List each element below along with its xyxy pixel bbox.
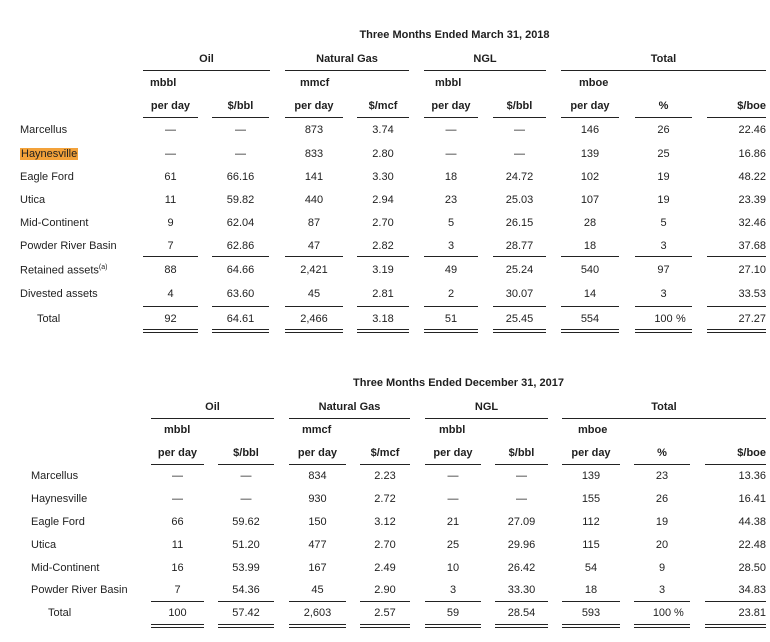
divider	[143, 117, 198, 118]
column-header: $/boe	[737, 100, 766, 112]
divider	[562, 418, 766, 419]
row-label	[31, 493, 87, 505]
table-cell: 18	[444, 171, 458, 183]
divider	[495, 464, 548, 465]
divider	[289, 418, 410, 419]
row-label	[48, 607, 71, 619]
table-cell: 5	[447, 217, 455, 229]
table-cell: 834	[308, 470, 327, 482]
divider	[357, 117, 409, 118]
row-label	[20, 148, 78, 160]
table-cell: 141	[304, 171, 324, 183]
percent-sign: %	[676, 313, 686, 325]
table-cell: 112	[582, 516, 600, 528]
table-title: Three Months Ended December 31, 2017	[353, 377, 564, 389]
divider	[707, 256, 766, 257]
row-label-text: Powder River Basin	[20, 240, 117, 252]
row-label-text: Mid-Continent	[31, 562, 100, 574]
table-cell: —	[235, 124, 246, 136]
table-cell: 554	[580, 313, 600, 325]
table-cell: —	[172, 470, 183, 482]
table-cell: 51.20	[232, 539, 260, 551]
table-cell: 7	[167, 240, 174, 252]
divider	[360, 464, 410, 465]
row-label	[31, 562, 99, 574]
table-cell: 3.18	[372, 313, 394, 325]
divider	[425, 601, 481, 602]
table-cell: 5	[660, 217, 667, 229]
table-cell: 48.22	[738, 171, 766, 183]
unit-label: mboe	[579, 77, 609, 89]
table-cell: 2.57	[374, 607, 396, 619]
table-cell: —	[447, 470, 459, 482]
table-cell: 59.82	[226, 194, 255, 206]
table-cell: 477	[308, 539, 327, 551]
table-cell: 18	[584, 584, 598, 596]
table-cell: 139	[580, 148, 600, 160]
divider	[561, 329, 619, 333]
table-cell: 25.24	[505, 264, 534, 276]
row-label	[31, 516, 85, 528]
table-cell: 92	[164, 313, 177, 325]
column-header: per day	[294, 100, 334, 112]
table-cell: 3	[660, 240, 667, 252]
table-cell: 102	[580, 171, 600, 183]
divider	[218, 624, 274, 628]
divider	[289, 464, 346, 465]
table-cell: 2.90	[374, 584, 396, 596]
column-header: %	[657, 447, 667, 459]
row-label-text: Utica	[31, 539, 57, 551]
row-label-text: Haynesville	[21, 148, 78, 160]
table-cell: 62.04	[226, 217, 255, 229]
divider	[705, 464, 766, 465]
divider	[707, 329, 766, 333]
table-cell: 2.23	[374, 470, 396, 482]
row-label	[20, 240, 117, 252]
row-label	[20, 194, 45, 206]
group-header: Natural Gas	[316, 53, 378, 65]
column-header: $/bbl	[233, 447, 259, 459]
table-cell: 139	[581, 470, 601, 482]
table-cell: —	[447, 493, 459, 505]
table-cell: 873	[304, 124, 324, 136]
table-cell: 3.30	[372, 171, 394, 183]
table-cell: 9	[658, 562, 666, 574]
table-cell: 167	[308, 562, 327, 574]
table-cell: 930	[308, 493, 327, 505]
table-cell: —	[235, 148, 246, 160]
row-label	[20, 171, 74, 183]
table-cell: 97	[657, 264, 670, 276]
column-header: $/bbl	[227, 100, 254, 112]
divider	[635, 329, 692, 333]
divider	[212, 306, 269, 307]
table-cell: 51	[444, 313, 458, 325]
table-cell: 45	[307, 288, 321, 300]
divider	[705, 624, 766, 628]
table-cell: 25.45	[505, 313, 534, 325]
row-label	[37, 313, 60, 325]
row-label	[20, 264, 107, 277]
table-cell: 2,466	[300, 313, 328, 325]
row-label-text: Eagle Ford	[20, 171, 74, 183]
table-cell: 3	[449, 584, 457, 596]
divider	[707, 117, 766, 118]
divider	[562, 464, 620, 465]
divider	[495, 624, 548, 628]
table-cell: 25.03	[505, 194, 534, 206]
table-cell: 2.82	[372, 240, 394, 252]
column-header: %	[658, 100, 669, 112]
table-cell: 11	[171, 539, 184, 551]
table-cell: 44.38	[738, 516, 766, 528]
divider	[218, 464, 274, 465]
table-cell: 2.70	[374, 539, 396, 551]
divider	[143, 256, 198, 257]
divider	[561, 306, 619, 307]
table-cell: 115	[582, 539, 600, 551]
row-label-text: Mid-Continent	[20, 217, 89, 229]
divider	[151, 418, 274, 419]
column-header: per day	[570, 100, 610, 112]
divider	[424, 256, 478, 257]
table-cell: 29.96	[507, 539, 536, 551]
table-cell: 27.09	[507, 516, 536, 528]
divider	[357, 329, 409, 333]
table-cell: 23	[655, 470, 669, 482]
footnote-marker: (a)	[98, 264, 108, 271]
table-cell: 3.12	[374, 516, 396, 528]
divider	[143, 306, 198, 307]
divider	[424, 70, 546, 71]
row-label	[20, 217, 88, 229]
group-header: Total	[650, 53, 677, 65]
table-cell: 28	[583, 217, 597, 229]
table-cell: 14	[583, 288, 597, 300]
table-cell: 54.36	[232, 584, 260, 596]
unit-label: mbbl	[439, 424, 466, 436]
divider	[212, 117, 269, 118]
group-header: Total	[651, 401, 677, 413]
table-cell: 9	[167, 217, 174, 229]
divider	[493, 117, 546, 118]
column-header: per day	[297, 447, 338, 459]
divider	[495, 601, 548, 602]
table-cell: 2.70	[372, 217, 394, 229]
table-cell: 2.80	[372, 148, 394, 160]
divider	[707, 306, 766, 307]
table-cell: 64.61	[226, 313, 255, 325]
table-cell: 3.19	[372, 264, 394, 276]
row-label	[20, 124, 67, 136]
table-cell: —	[445, 124, 457, 136]
table-cell: 2,603	[303, 607, 332, 619]
table-cell: 26	[655, 493, 669, 505]
table-cell: 22.48	[738, 539, 766, 551]
divider	[705, 601, 766, 602]
table-cell: 593	[581, 607, 601, 619]
table-cell: 28.54	[507, 607, 536, 619]
row-label	[31, 470, 78, 482]
table-cell: 28.77	[505, 240, 534, 252]
table-cell: 100	[652, 607, 672, 619]
table-cell: 16.86	[738, 148, 766, 160]
divider	[285, 70, 409, 71]
divider	[285, 256, 343, 257]
percent-sign: %	[674, 607, 684, 619]
row-label	[31, 584, 128, 596]
table-cell: 4	[167, 288, 174, 300]
divider	[360, 601, 410, 602]
divider	[493, 256, 546, 257]
divider	[562, 624, 620, 628]
table-cell: 37.68	[738, 240, 766, 252]
table-cell: 11	[164, 194, 177, 206]
group-header: NGL	[473, 53, 497, 65]
divider	[151, 601, 204, 602]
unit-label: mbbl	[164, 424, 191, 436]
divider	[151, 464, 204, 465]
table-cell: 440	[304, 194, 324, 206]
divider	[285, 329, 343, 333]
table-cell: 20	[655, 539, 669, 551]
column-header: $/mcf	[370, 447, 400, 459]
column-header: per day	[433, 447, 473, 459]
table-cell: 64.66	[226, 264, 255, 276]
divider	[634, 624, 690, 628]
divider	[360, 624, 410, 628]
divider	[151, 624, 204, 628]
unit-label: mboe	[578, 424, 608, 436]
row-label-text: Utica	[20, 194, 46, 206]
group-header: Oil	[205, 401, 220, 413]
divider	[357, 306, 409, 307]
column-header: per day	[157, 447, 198, 459]
divider	[424, 306, 478, 307]
table-cell: 53.99	[232, 562, 260, 574]
divider	[357, 256, 409, 257]
table-cell: 57.42	[232, 607, 260, 619]
divider	[562, 601, 620, 602]
table-cell: —	[240, 470, 252, 482]
divider	[218, 601, 274, 602]
column-header: $/bbl	[506, 100, 533, 112]
table-cell: 59.62	[232, 516, 260, 528]
divider	[635, 306, 692, 307]
divider	[143, 70, 270, 71]
table-cell: 25	[446, 539, 460, 551]
divider	[493, 306, 546, 307]
table-cell: 150	[308, 516, 327, 528]
row-label	[20, 288, 98, 300]
unit-label: mmcf	[302, 424, 332, 436]
table-title: Three Months Ended March 31, 2018	[359, 29, 550, 41]
divider	[425, 418, 548, 419]
table-cell: 100	[654, 313, 673, 325]
table-cell: 62.86	[226, 240, 255, 252]
column-header: $/bbl	[508, 447, 535, 459]
divider	[285, 117, 343, 118]
table-cell: —	[516, 493, 527, 505]
table-cell: 49	[444, 264, 458, 276]
table-cell: 26	[657, 124, 670, 136]
table-cell: 28.50	[738, 562, 766, 574]
table-cell: 19	[657, 194, 670, 206]
divider	[424, 329, 478, 333]
table-cell: 54	[584, 562, 598, 574]
group-header: NGL	[474, 401, 499, 413]
unit-label: mmcf	[300, 77, 330, 89]
table-cell: 2	[447, 288, 455, 300]
table-cell: 22.46	[738, 124, 766, 136]
table-cell: 19	[655, 516, 669, 528]
row-label-text: Retained assets	[20, 264, 99, 277]
column-header: per day	[150, 100, 191, 112]
table-cell: 2.49	[374, 562, 396, 574]
divider	[561, 70, 766, 71]
table-cell: 33.30	[507, 584, 536, 596]
table-cell: 833	[304, 148, 324, 160]
divider	[635, 256, 692, 257]
table-cell: 23.39	[738, 194, 766, 206]
table-cell: —	[516, 470, 527, 482]
table-cell: 59	[446, 607, 460, 619]
table-cell: 107	[580, 194, 600, 206]
table-cell: 66.16	[226, 171, 255, 183]
table-cell: —	[240, 493, 252, 505]
table-cell: 63.60	[226, 288, 255, 300]
table-cell: —	[514, 148, 525, 160]
column-header: per day	[431, 100, 471, 112]
table-cell: 30.07	[505, 288, 534, 300]
table-cell: 23.81	[738, 607, 766, 619]
divider	[289, 601, 346, 602]
table-cell: —	[514, 124, 525, 136]
divider	[425, 624, 481, 628]
table-cell: 23	[444, 194, 458, 206]
table-cell: 2.94	[372, 194, 394, 206]
group-header: Oil	[199, 53, 214, 65]
table-cell: 45	[311, 584, 324, 596]
group-header: Natural Gas	[318, 401, 381, 413]
table-cell: 24.72	[505, 171, 534, 183]
table-cell: 155	[581, 493, 601, 505]
table-cell: 2.81	[372, 288, 394, 300]
table-cell: 16.41	[738, 493, 766, 505]
table-cell: 2.72	[374, 493, 396, 505]
table-cell: 21	[446, 516, 460, 528]
divider	[212, 256, 269, 257]
table-cell: 34.83	[738, 584, 766, 596]
divider	[493, 329, 546, 333]
table-cell: 13.36	[738, 470, 766, 482]
divider	[424, 117, 478, 118]
table-cell: 19	[657, 171, 670, 183]
row-label-text: Total	[37, 313, 61, 325]
table-cell: 146	[580, 124, 600, 136]
row-label	[31, 539, 56, 551]
table-cell: —	[445, 148, 457, 160]
table-cell: 7	[174, 584, 181, 596]
divider	[634, 464, 690, 465]
table-cell: —	[165, 124, 176, 136]
divider	[212, 329, 269, 333]
row-label-text: Eagle Ford	[31, 516, 85, 528]
table-cell: 26.15	[505, 217, 534, 229]
table-cell: 87	[307, 217, 321, 229]
table-cell: 47	[307, 240, 321, 252]
table-cell: 88	[164, 264, 177, 276]
column-header: $/mcf	[368, 100, 398, 112]
table-cell: 540	[580, 264, 600, 276]
divider	[561, 256, 619, 257]
row-label-text: Total	[48, 607, 72, 619]
divider	[635, 117, 692, 118]
unit-label: mbbl	[150, 77, 177, 89]
table-cell: 26.42	[507, 562, 536, 574]
table-cell: 10	[446, 562, 460, 574]
table-cell: 3	[447, 240, 455, 252]
row-label-text: Marcellus	[31, 470, 79, 482]
table-cell: 3	[660, 288, 667, 300]
column-header: $/boe	[737, 447, 766, 459]
unit-label: mbbl	[435, 77, 462, 89]
table-cell: 2,421	[300, 264, 328, 276]
table-cell: 66	[171, 516, 184, 528]
table-cell: 3.74	[372, 124, 394, 136]
column-header: per day	[571, 447, 611, 459]
row-label-text: Powder River Basin	[31, 584, 128, 596]
divider	[425, 464, 481, 465]
table-cell: 100	[168, 607, 187, 619]
table-cell: 33.53	[738, 288, 766, 300]
table-cell: 61	[164, 171, 177, 183]
table-cell: 16	[171, 562, 184, 574]
table-cell: 27.27	[738, 313, 766, 325]
divider	[289, 624, 346, 628]
divider	[143, 329, 198, 333]
table-cell: —	[172, 493, 183, 505]
divider	[561, 117, 619, 118]
row-label-text: Marcellus	[20, 124, 68, 136]
divider	[285, 306, 343, 307]
divider	[634, 601, 690, 602]
table-cell: 27.10	[738, 264, 766, 276]
row-label-text: Haynesville	[31, 493, 88, 505]
table-cell: 3	[658, 584, 666, 596]
row-label-text: Divested assets	[20, 288, 98, 300]
table-cell: —	[165, 148, 176, 160]
table-cell: 25	[657, 148, 670, 160]
table-cell: 32.46	[738, 217, 766, 229]
table-cell: 18	[583, 240, 597, 252]
